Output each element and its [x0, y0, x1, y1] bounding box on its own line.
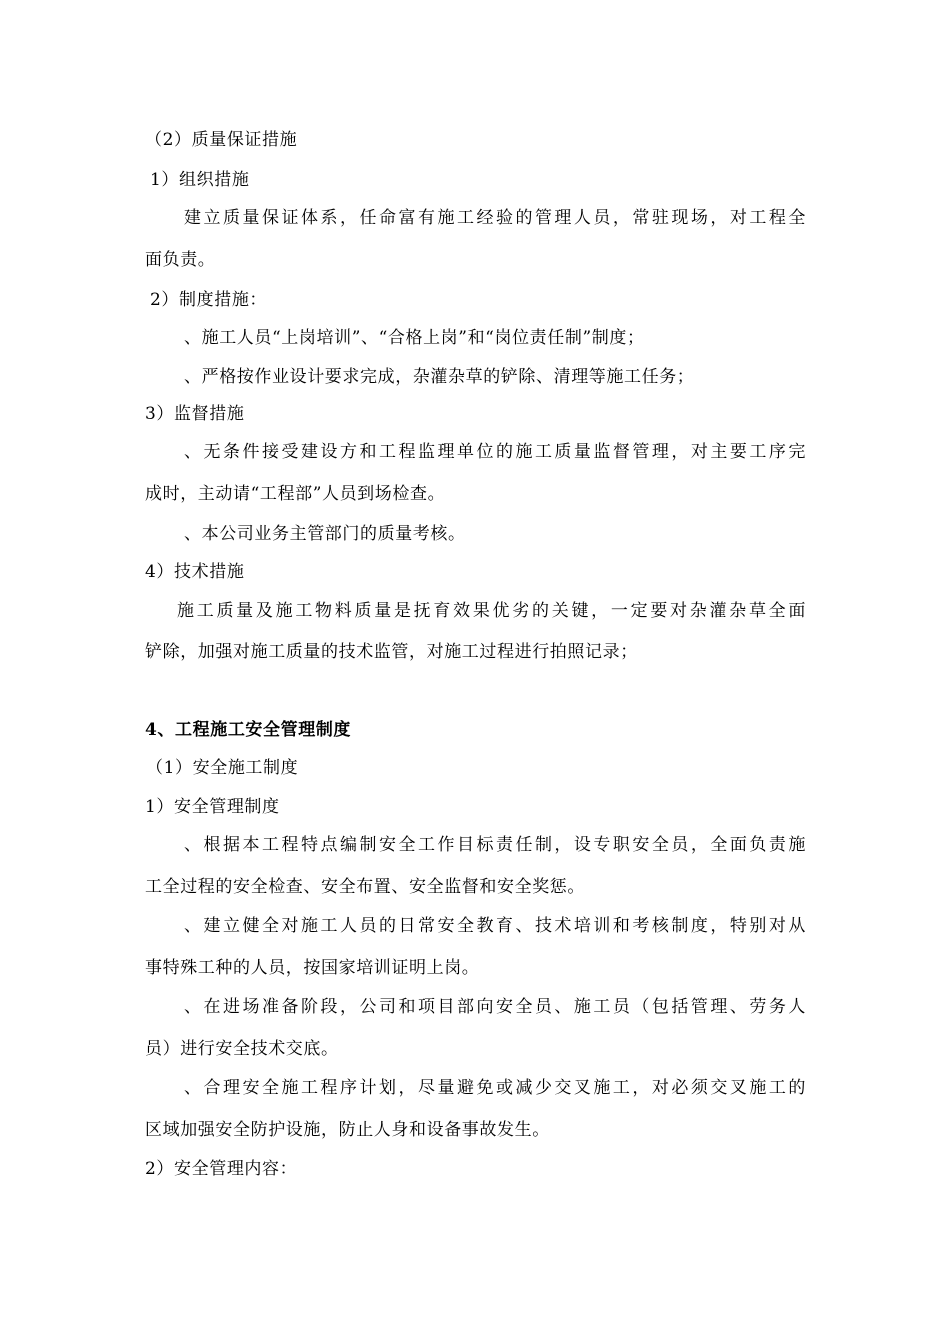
paragraph-line: 事特殊工种的人员，按国家培训证明上岗。 — [145, 958, 480, 978]
list-item: 、根据本工程特点编制安全工作目标责任制，设专职安全员，全面负责施 — [184, 835, 806, 855]
section-heading: 4、工程施工安全管理制度 — [145, 720, 352, 740]
list-item: 、合理安全施工程序计划，尽量避免或减少交叉施工，对必须交叉施工的 — [184, 1078, 806, 1098]
item-heading: 1）安全管理制度 — [145, 797, 280, 817]
list-item: 、无条件接受建设方和工程监理单位的施工质量监督管理，对主要工序完 — [184, 442, 806, 462]
subsection-heading: （2）质量保证措施 — [145, 130, 298, 150]
list-item: 、施工人员“上岗培训”、“合格上岗”和“岗位责任制”制度； — [184, 328, 645, 348]
item-heading: 2）安全管理内容： — [145, 1159, 298, 1179]
list-item: 、在进场准备阶段，公司和项目部向安全员、施工员（包括管理、劳务人 — [184, 997, 806, 1017]
paragraph-line: 工全过程的安全检查、安全布置、安全监督和安全奖惩。 — [145, 877, 585, 897]
item-heading: 4）技术措施 — [145, 562, 245, 582]
subsection-heading: （1）安全施工制度 — [146, 758, 299, 778]
paragraph-line: 建立质量保证体系，任命富有施工经验的管理人员，常驻现场，对工程全 — [184, 208, 806, 228]
paragraph-line: 施工质量及施工物料质量是抚育效果优劣的关键，一定要对杂灌杂草全面 — [177, 601, 806, 621]
paragraph-line: 区域加强安全防护设施，防止人身和设备事故发生。 — [145, 1120, 550, 1140]
list-item: 、严格按作业设计要求完成，杂灌杂草的铲除、清理等施工任务； — [184, 367, 695, 387]
list-item: 、建立健全对施工人员的日常安全教育、技术培训和考核制度，特别对从 — [184, 916, 806, 936]
paragraph-line: 员）进行安全技术交底。 — [145, 1039, 339, 1059]
item-heading: 3）监督措施 — [145, 404, 245, 424]
paragraph-line: 铲除，加强对施工质量的技术监管，对施工过程进行拍照记录； — [145, 642, 638, 662]
paragraph-line: 成时，主动请“工程部”人员到场检查。 — [145, 484, 446, 504]
list-item: 、本公司业务主管部门的质量考核。 — [184, 524, 466, 544]
item-heading: 2）制度措施： — [150, 290, 268, 310]
paragraph-line: 面负责。 — [145, 250, 216, 270]
item-heading: 1）组织措施 — [150, 170, 250, 190]
